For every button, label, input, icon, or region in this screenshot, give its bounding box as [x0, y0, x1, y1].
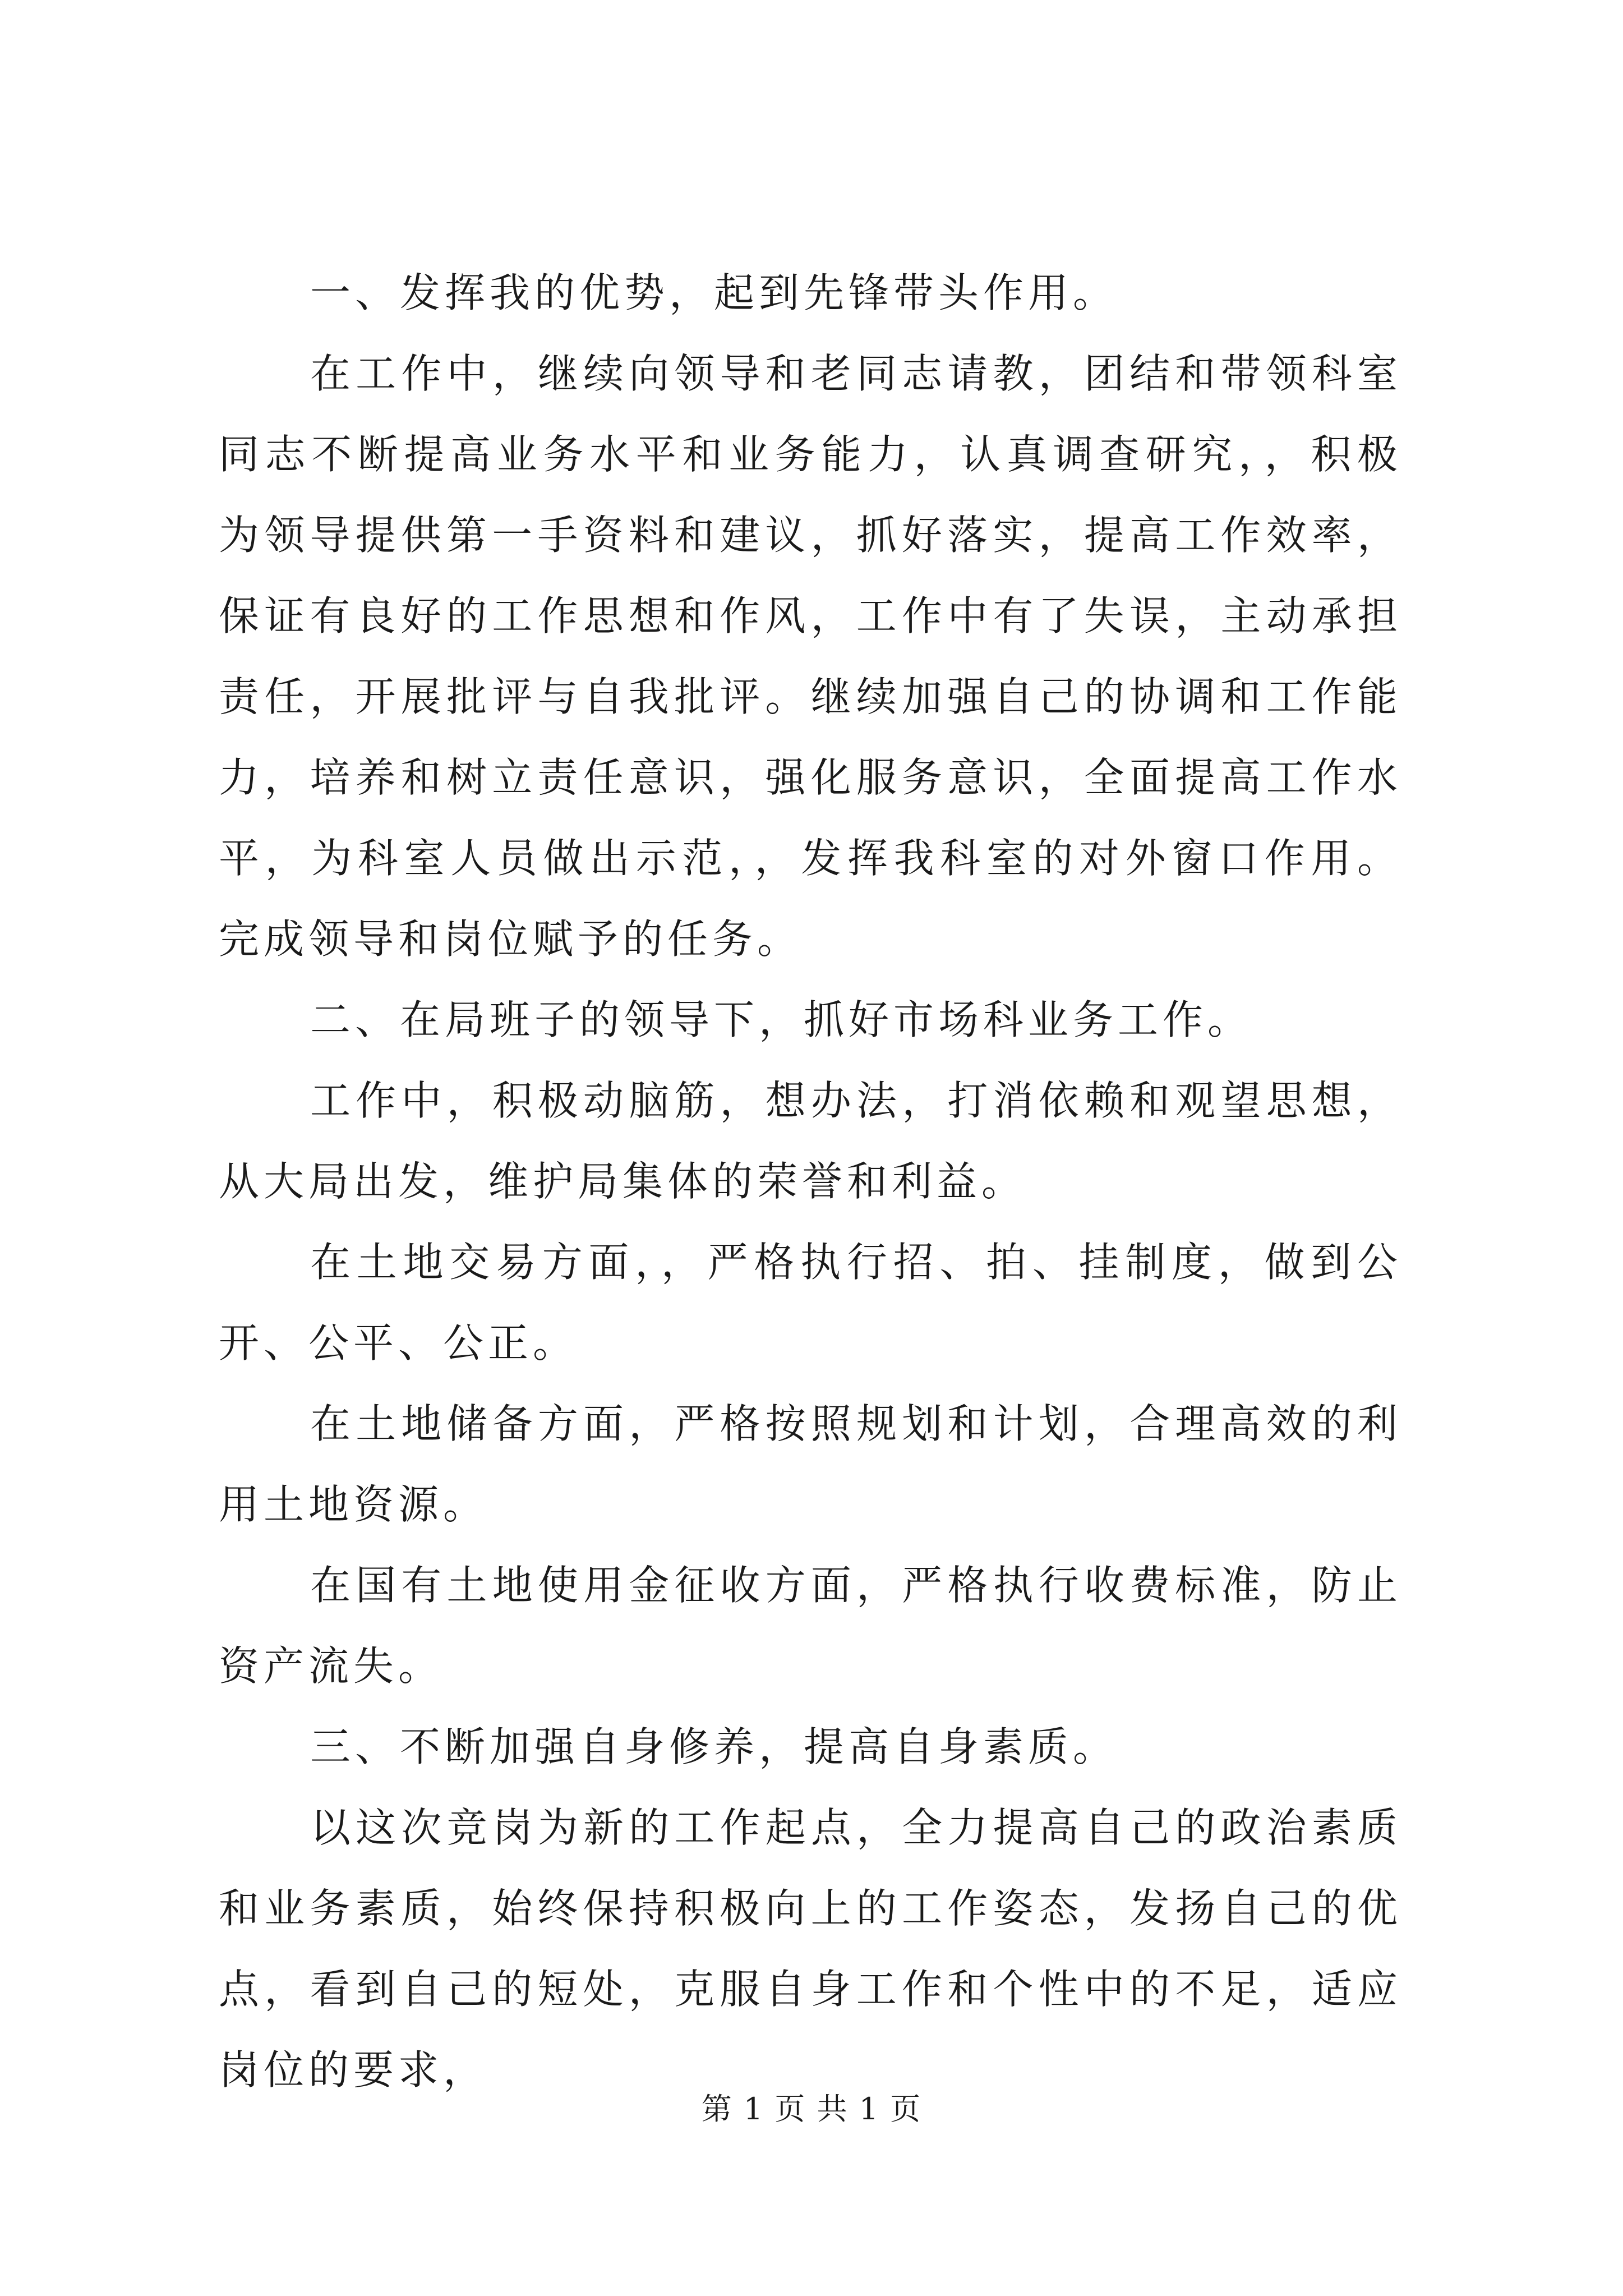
page-number-footer: 第 1 页 共 1 页	[701, 2091, 922, 2127]
body-paragraph-5: 在国有土地使用金征收方面，严格执行收费标准，防止资产流失。	[219, 1562, 1402, 1690]
body-paragraph-1: 在工作中，继续向领导和老同志请教，团结和带领科室同志不断提高业务水平和业务能力，认真调查研究，，积极为领导提供第一手资料和建议，抓好落实，提高工作效率，保证有良好的工作思想和作风，工作中有了失误，主动承担责任，开展批评与自我批评。继续加强自己的协调和工作能力，培养和树立责任意识，强化服务意识，全面提高工作水平，为科室人员做出示范，，发挥我科室的对外窗口作用。完成领导和岗位赋予的任务。	[219, 350, 1402, 963]
body-paragraph-2: 工作中，积极动脑筋，想办法，打消依赖和观望思想，从大局出发，维护局集体的荣誉和利益。	[219, 1077, 1402, 1205]
section-heading-2: 二、在局班子的领导下，抓好市场科业务工作。	[310, 996, 1253, 1043]
section-heading-3: 三、不断加强自身修养，提高自身素质。	[310, 1723, 1118, 1770]
body-paragraph-4: 在土地储备方面，严格按照规划和计划，合理高效的利用土地资源。	[219, 1400, 1402, 1528]
section-heading-1: 一、发挥我的优势，起到先锋带头作用。	[310, 269, 1118, 316]
body-paragraph-6: 以这次竞岗为新的工作起点，全力提高自己的政治素质和业务素质，始终保持积极向上的工作姿态，发扬自己的优点，看到自己的短处，克服自身工作和个性中的不足，适应岗位的要求，	[219, 1804, 1402, 2093]
document-body	[219, 252, 1402, 2110]
body-paragraph-3: 在土地交易方面，，严格执行招、拍、挂制度，做到公开、公平、公正。	[219, 1239, 1402, 1366]
